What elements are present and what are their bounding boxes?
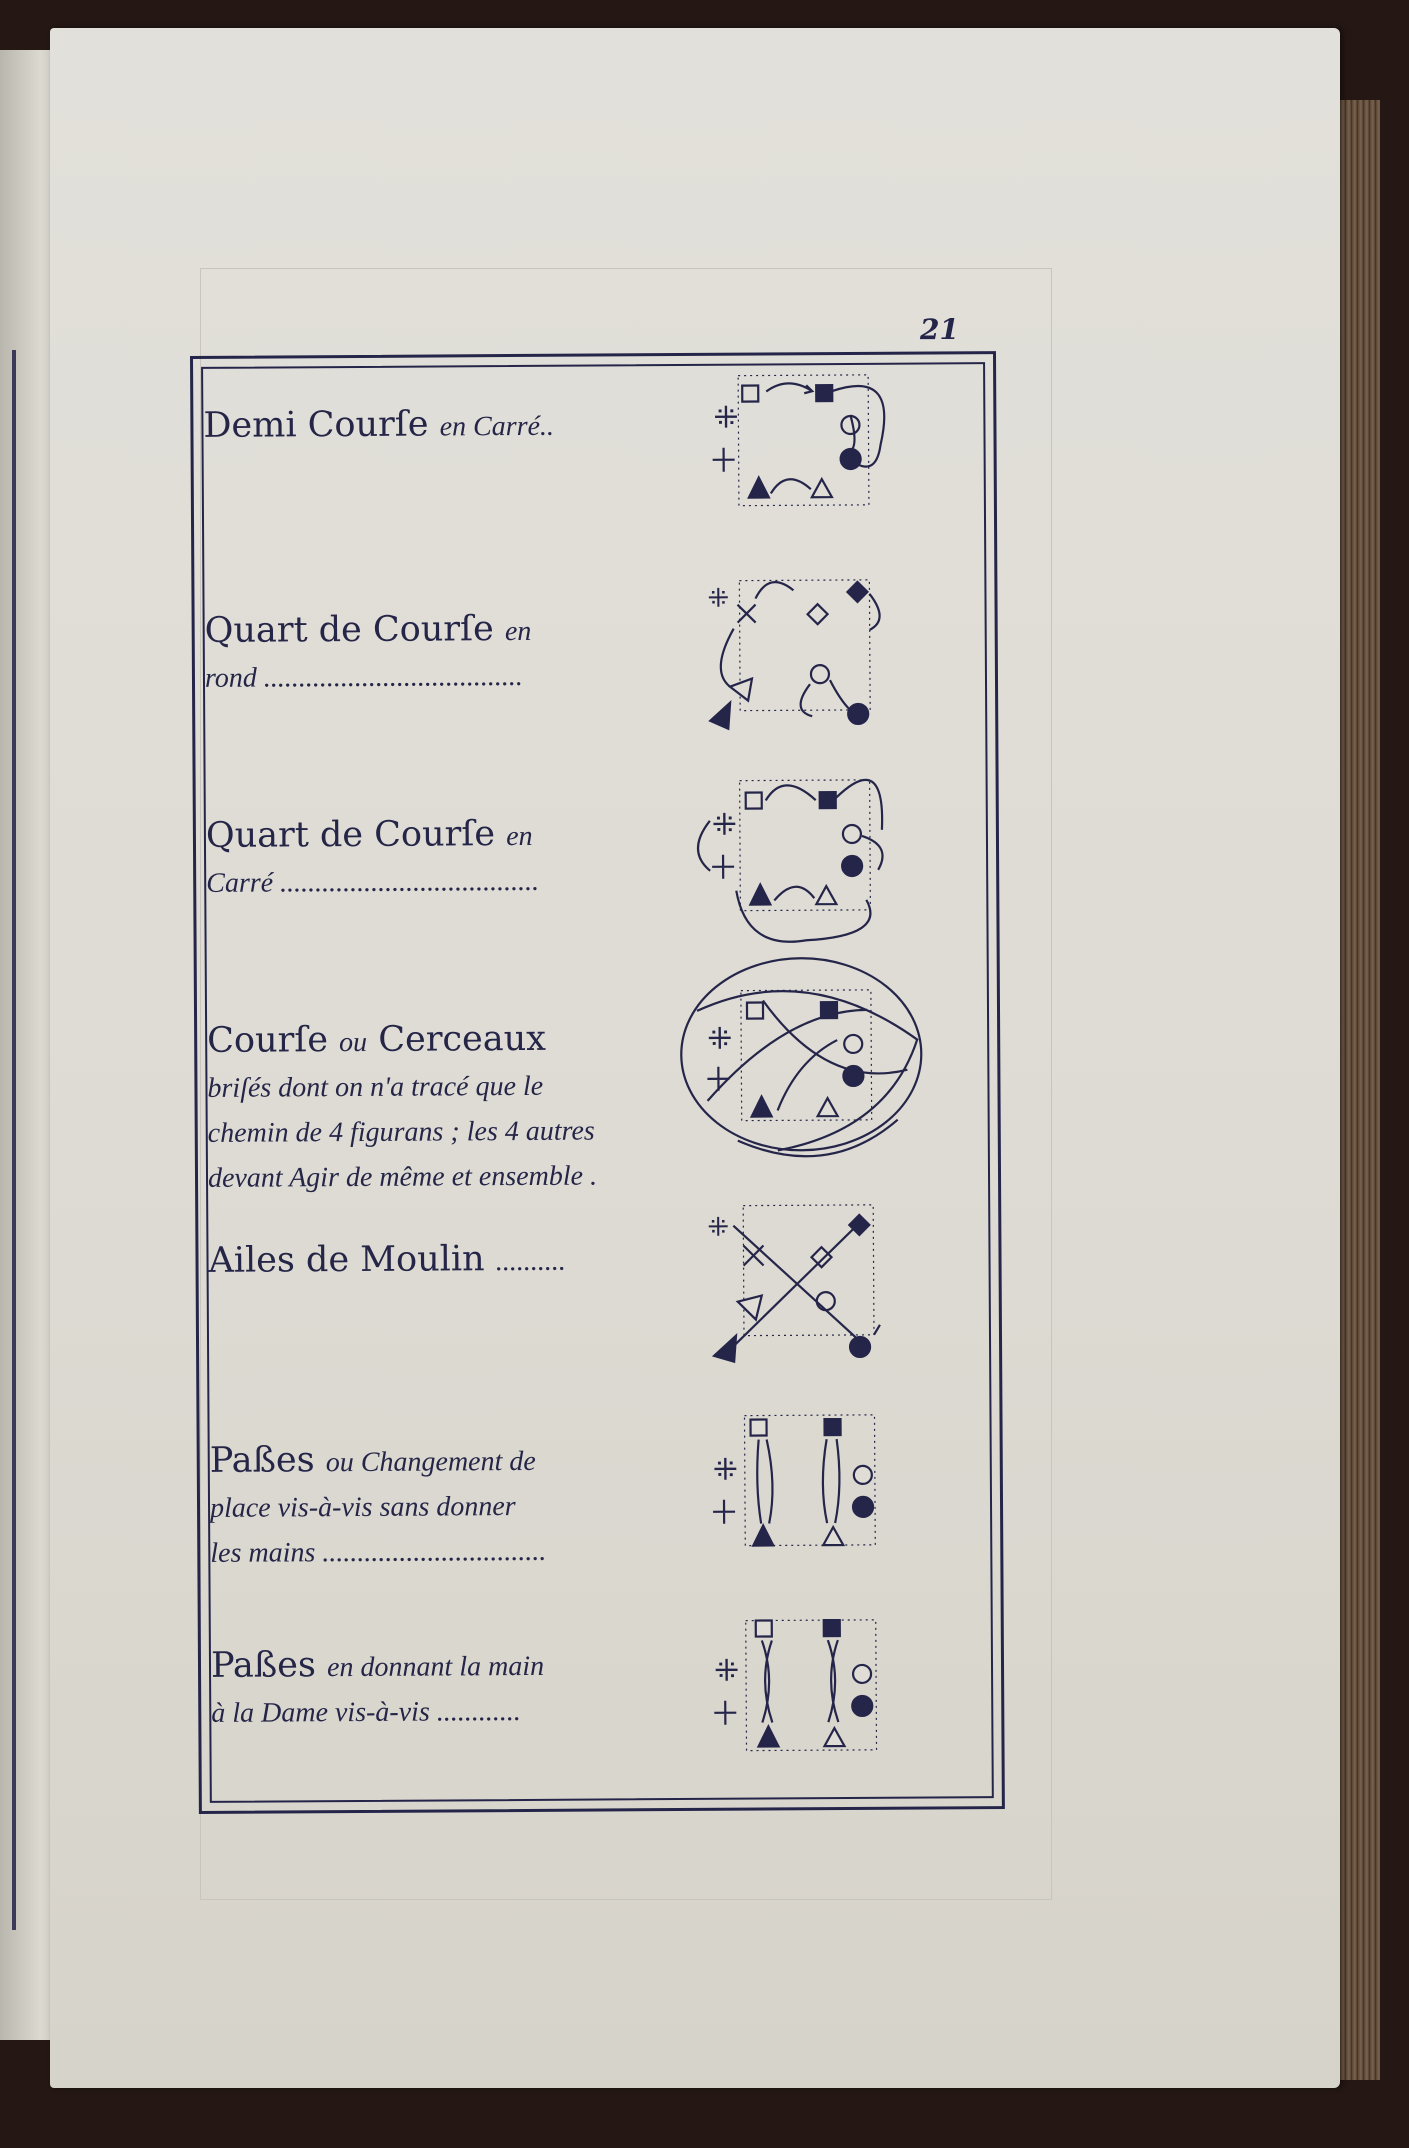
entry-passes-main <box>211 1641 682 1736</box>
entry-title <box>208 1236 678 1286</box>
entry-demi-course <box>203 401 673 451</box>
engraving-frame <box>190 351 1005 1814</box>
entry-continuation: Carré ..................................... <box>206 865 540 899</box>
figure-diagram-7 <box>706 1599 967 1781</box>
entry-title <box>207 1016 677 1066</box>
entry-sub-text: en <box>504 615 532 648</box>
entry-main-text: Demi Courſe <box>203 404 429 446</box>
figure-diagram-5 <box>703 1184 964 1366</box>
entry-sub-text: en <box>506 820 533 853</box>
facing-page-frame <box>2 350 16 1930</box>
entry-sub-text: .......... <box>495 1245 566 1278</box>
svg-text:⁜: ⁜ <box>707 1212 730 1243</box>
svg-text:⁜: ⁜ <box>707 1021 733 1057</box>
entry-continuation: rond ..................................... <box>204 660 523 694</box>
entry-title <box>203 401 673 451</box>
entry-main-text: Ailes de Moulin <box>208 1239 485 1281</box>
book-page <box>50 28 1340 2088</box>
entry-main-text: Paßes <box>209 1440 315 1481</box>
svg-text:⁜: ⁜ <box>712 1452 739 1488</box>
svg-text:⁜: ⁜ <box>707 583 730 614</box>
entry-continuation: chemin de 4 figurans ; les 4 autres <box>207 1115 595 1149</box>
entry-continuation: devant Agir de même et ensemble . <box>207 1160 598 1194</box>
entry-title <box>206 811 676 861</box>
entry-sub-text: ou <box>339 1026 368 1059</box>
entry-main-text: Quart de Courſe <box>204 609 494 651</box>
entry-course-cerceaux <box>207 1016 678 1201</box>
entry-passes-changement <box>210 1436 681 1576</box>
entry-main-text-2: Cerceaux <box>378 1018 547 1060</box>
entry-title <box>205 606 675 656</box>
entry-continuation: à la Dame vis-à-vis ............ <box>211 1696 521 1729</box>
figure-diagram-6 <box>704 1394 965 1576</box>
entry-continuation: place vis-à-vis sans donner <box>209 1491 516 1524</box>
figure-diagram-1 <box>698 354 959 536</box>
svg-text:⁜: ⁜ <box>711 807 738 843</box>
figure-diagram-2 <box>699 559 960 741</box>
entry-sub-text: en Carré.. <box>439 410 555 443</box>
entry-continuation: les mains ................................ <box>210 1535 547 1569</box>
entry-main-text: Quart de Courſe <box>205 814 496 856</box>
entry-quart-course-rond <box>205 606 676 701</box>
figure-diagram-4 <box>667 949 978 1181</box>
entry-main-text: Courſe <box>207 1020 329 1061</box>
entry-title <box>211 1641 681 1691</box>
entry-continuation: briſés dont on n'a tracé que le <box>207 1070 544 1104</box>
entry-quart-course-carre <box>206 811 677 906</box>
svg-text:⁜: ⁜ <box>713 1653 740 1689</box>
page-number: 21 <box>920 313 959 346</box>
entry-sub-text: ou Changement de <box>325 1445 536 1479</box>
entry-ailes-de-moulin <box>208 1236 678 1286</box>
entry-main-text: Paßes <box>210 1645 317 1686</box>
book-page-edges <box>1340 100 1380 2080</box>
entry-sub-text: en donnant la main <box>326 1650 545 1684</box>
figure-diagram-3 <box>685 749 966 961</box>
entry-title <box>210 1436 680 1486</box>
svg-text:⁜: ⁜ <box>713 400 739 436</box>
